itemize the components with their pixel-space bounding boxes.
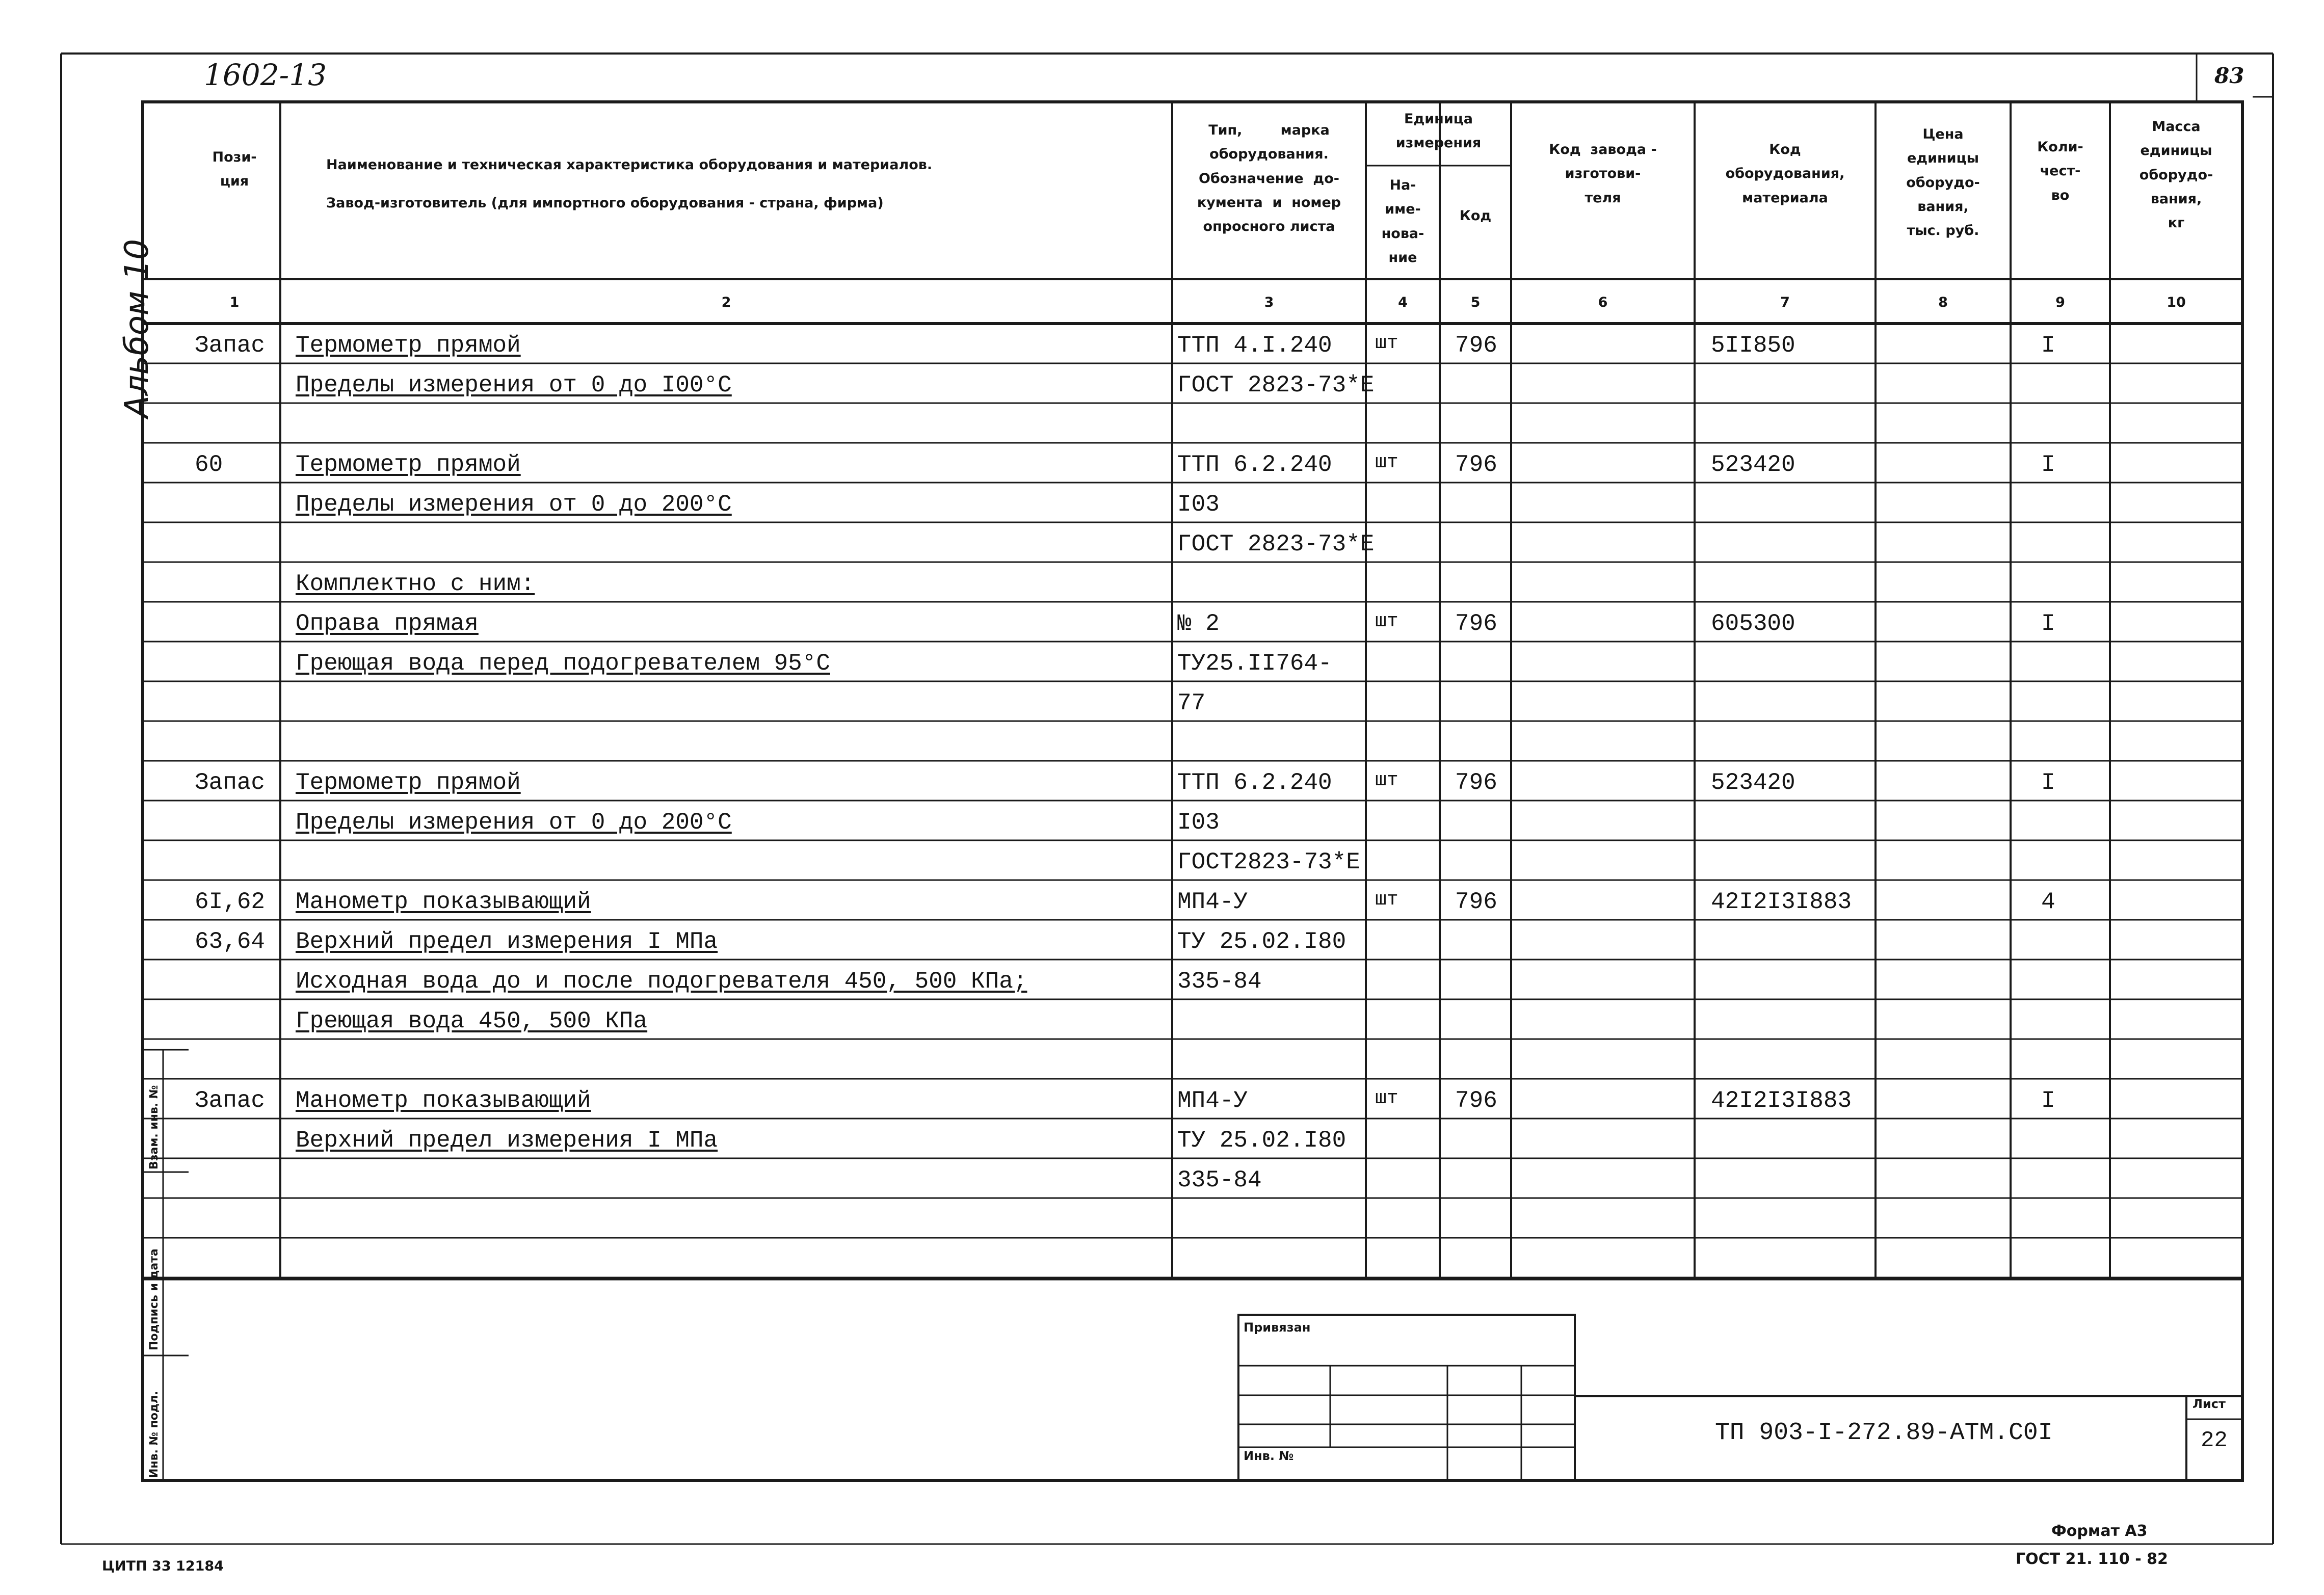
cell-type: 77 [1177, 690, 1206, 716]
cell-type: I03 [1177, 491, 1220, 518]
header-unit-group: Единица измерения [1395, 111, 1482, 151]
cell-unit-code: 796 [1455, 332, 1497, 359]
cell-position: Запас [195, 332, 266, 359]
cell-unit: шт [1375, 610, 1398, 632]
cell-name: Исходная вода до и после подогревателя 450, 500 КПа; [296, 968, 1027, 995]
header-quantity: Коли- чест- во [2037, 139, 2083, 203]
column-number: 4 [1398, 295, 1408, 310]
cell-type: ГОСТ 2823-73*Е [1177, 372, 1375, 398]
side-stamp-label: Подпись и дата [148, 1248, 161, 1350]
cell-quantity: I [2041, 332, 2055, 359]
cell-type: МП4-У [1177, 1087, 1248, 1114]
cell-type: ТУ 25.02.I80 [1177, 928, 1346, 955]
column-number: 3 [1264, 295, 1274, 310]
header-factory-code: Код завода - изготови- теля [1549, 142, 1657, 206]
column-number: 1 [229, 295, 240, 310]
cell-position: Запас [195, 769, 266, 796]
header-name-col2_line1: Наименование и техническая характеристика оборудования и материалов. [326, 157, 933, 173]
cell-type: МП4-У [1177, 889, 1248, 915]
cell-name: Верхний предел измерения I МПа [296, 1127, 718, 1154]
cell-equipment-code: 5II850 [1711, 332, 1795, 359]
cell-name: Термометр прямой [296, 332, 521, 359]
cell-equipment-code: 605300 [1711, 610, 1795, 637]
cell-name: Термометр прямой [296, 451, 521, 478]
cell-quantity: 4 [2041, 889, 2055, 915]
page-number: 83 [2214, 63, 2244, 88]
cell-name: Пределы измерения от 0 до 200°С [296, 809, 732, 836]
header-equipment-code: Код оборудования, материала [1725, 142, 1845, 206]
cell-name: Греющая вода 450, 500 КПа [296, 1008, 648, 1034]
cell-type: ТУ 25.02.I80 [1177, 1127, 1346, 1154]
sheet-label: Лист [2193, 1397, 2226, 1411]
cell-equipment-code: 523420 [1711, 769, 1795, 796]
header-position: Пози- ция [212, 149, 257, 190]
privyazan-label: Привязан [1244, 1320, 1311, 1335]
header-unit-code: Код [1459, 208, 1492, 224]
cell-type: ТТП 6.2.240 [1177, 769, 1332, 796]
cell-unit: шт [1375, 769, 1398, 791]
cell-equipment-code: 42I2I3I883 [1711, 889, 1852, 915]
cell-equipment-code: 523420 [1711, 451, 1795, 478]
column-number: 8 [1938, 295, 1948, 310]
cell-name: Пределы измерения от 0 до 200°С [296, 491, 732, 518]
cell-name: Пределы измерения от 0 до I00°С [296, 372, 732, 398]
gost-label: ГОСТ 21. 110 - 82 [2016, 1550, 2168, 1568]
cell-position: Запас [195, 1087, 266, 1114]
cell-type: ГОСТ 2823-73*Е [1177, 531, 1375, 557]
format-label: Формат А3 [2051, 1522, 2148, 1540]
cell-type: ТУ25.II764- [1177, 650, 1332, 677]
cell-type: I03 [1177, 809, 1220, 836]
header-name-col2_line2: Завод-изготовитель (для импортного оборудования - страна, фирма) [326, 195, 884, 211]
cell-quantity: I [2041, 769, 2055, 796]
footer-code: ЦИТП 33 12184 [102, 1558, 224, 1574]
cell-name: Комплектно с ним: [296, 571, 535, 597]
column-number: 9 [2055, 295, 2065, 310]
column-number: 7 [1780, 295, 1790, 310]
cell-unit: шт [1375, 332, 1398, 354]
cell-unit: шт [1375, 1087, 1398, 1109]
column-number: 5 [1470, 295, 1481, 310]
side-stamp-label: Взам. инв. № [148, 1085, 161, 1169]
cell-name: Манометр показывающий [296, 1087, 591, 1114]
cell-name: Греющая вода перед подогревателем 95°С [296, 650, 830, 677]
cell-type: ТТП 4.I.240 [1177, 332, 1332, 359]
cell-name: Оправа прямая [296, 610, 479, 637]
cell-type: 335-84 [1177, 1167, 1262, 1193]
cell-unit-code: 796 [1455, 769, 1497, 796]
cell-equipment-code: 42I2I3I883 [1711, 1087, 1852, 1114]
header-unit-mass: Масса единицы оборудо- вания, кг [2139, 119, 2213, 231]
cell-name: Верхний предел измерения I МПа [296, 928, 718, 955]
cell-type: ТТП 6.2.240 [1177, 451, 1332, 478]
header-unit-price: Цена единицы оборудо- вания, тыс. руб. [1906, 126, 1980, 238]
cell-name: Термометр прямой [296, 769, 521, 796]
column-number: 2 [721, 295, 731, 310]
document-designation: ТП 903-I-272.89-АТМ.С0I [1715, 1419, 2053, 1447]
sheet-number: 22 [2201, 1428, 2228, 1453]
cell-type: № 2 [1177, 610, 1220, 637]
cell-unit-code: 796 [1455, 889, 1497, 915]
cell-unit: шт [1375, 889, 1398, 911]
cell-quantity: I [2041, 1087, 2055, 1114]
cell-type: 335-84 [1177, 968, 1262, 995]
inventory-label: Инв. № [1244, 1449, 1294, 1463]
album-label: Альбом 10 [118, 238, 156, 418]
header-type-mark: Тип, марка оборудования. Обозначение до- кумента и номер опросного листа [1197, 122, 1341, 234]
cell-unit: шт [1375, 451, 1398, 473]
cell-unit-code: 796 [1455, 1087, 1497, 1114]
header-unit-name: На- име- нова- ние [1381, 177, 1424, 265]
cell-quantity: I [2041, 451, 2055, 478]
side-stamp-label: Инв. № подл. [148, 1391, 161, 1478]
cell-position: 63,64 [195, 928, 266, 955]
cell-quantity: I [2041, 610, 2055, 637]
sheet-code: 1602-13 [204, 58, 327, 92]
cell-unit-code: 796 [1455, 451, 1497, 478]
cell-position: 6I,62 [195, 889, 266, 915]
cell-unit-code: 796 [1455, 610, 1497, 637]
column-number: 6 [1598, 295, 1608, 310]
cell-position: 60 [195, 451, 223, 478]
cell-name: Манометр показывающий [296, 889, 591, 915]
column-number: 10 [2167, 295, 2186, 310]
cell-type: ГОСТ2823-73*Е [1177, 849, 1360, 875]
